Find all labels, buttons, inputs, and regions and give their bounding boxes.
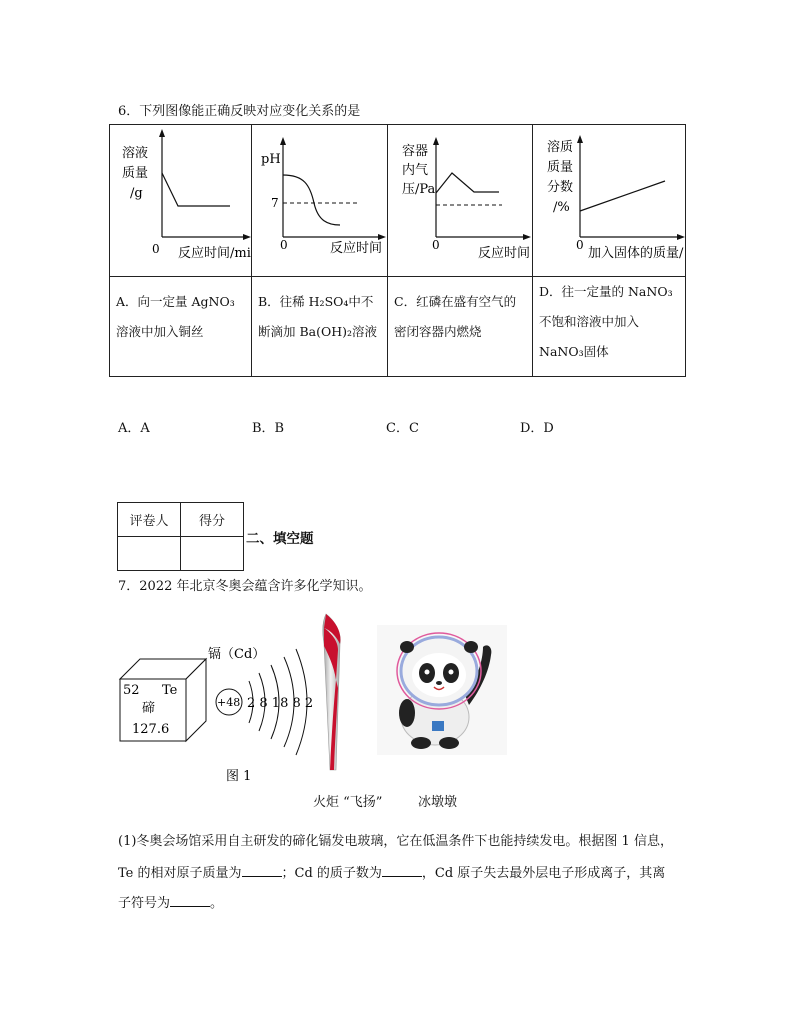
subquestion-1-text-a: Te 的相对原子质量为 (118, 866, 242, 881)
te-symbol: Te (162, 683, 178, 698)
grader-header: 评卷人 (118, 503, 181, 537)
graph-d-ylabel-2: 质量 (547, 160, 574, 175)
answer-option-a[interactable]: A．A (118, 421, 150, 436)
option-c-description (388, 277, 533, 377)
mascot-caption: 冰墩墩 (418, 795, 458, 810)
graph-d-xlabel: 加入固体的质量/ (588, 246, 684, 261)
subquestion-1-text-b: ；Cd 的质子数为 (281, 866, 382, 881)
graph-d-curve (580, 181, 665, 211)
question-7-stem: 7．2022 年北京冬奥会蕴含许多化学知识。 (118, 579, 372, 594)
figure-1-label: 图 1 (226, 769, 252, 784)
option-a-description (110, 277, 252, 377)
section-title: 二、填空题 (246, 531, 314, 547)
option-d-line-3: NaNO₃固体 (539, 344, 609, 359)
option-a-line-1: A．向一定量 AgNO₃ (116, 294, 235, 309)
subquestion-1-text-e: 。 (210, 896, 224, 911)
graph-c-x-arrow (523, 234, 531, 240)
graph-c-ylabel-1: 容器 (402, 144, 429, 159)
graph-b-tick-7: 7 (271, 196, 279, 210)
graph-d-origin: 0 (576, 238, 584, 252)
graph-c-ylabel-2: 内气 (402, 163, 429, 178)
mascot-logo (432, 721, 444, 731)
option-b-line-2: 断滴加 Ba(OH)₂溶液 (258, 324, 378, 339)
answer-option-d[interactable]: D．D (520, 421, 554, 436)
mascot-eye-right (449, 670, 454, 675)
mascot-image (377, 625, 507, 755)
graph-b-cell (252, 125, 388, 277)
graph-a-cell (110, 125, 252, 277)
te-atomic-mass: 127.6 (132, 722, 170, 737)
answer-option-c[interactable]: C．C (386, 421, 419, 436)
graph-a-ylabel-1: 溶液 (122, 146, 149, 161)
torch-emblem (330, 652, 335, 657)
graph-d-cell (533, 125, 686, 277)
graph-a-ylabel-2: 质量 (122, 166, 149, 181)
graph-d-ylabel-3: 分数 (547, 180, 574, 195)
option-d-description (533, 277, 686, 377)
mascot-ear-left (400, 641, 414, 653)
graph-b-xlabel: 反应时间 (330, 241, 383, 256)
subquestion-1-text-d: 子符号为 (118, 896, 171, 911)
mascot-arm-left (399, 699, 415, 727)
option-b-line-1: B．往稀 H₂SO₄中不 (258, 294, 374, 309)
graph-d (533, 125, 685, 276)
mascot-ear-right (464, 641, 478, 653)
subquestion-1-line-1: (1)冬奥会场馆采用自主研发的碲化镉发电玻璃，它在低温条件下也能持续发电。根据图 1 信息， (118, 834, 673, 849)
question-6-stem: 6．下列图像能正确反映对应变化关系的是 (118, 104, 361, 119)
te-name: 碲 (142, 701, 156, 716)
option-d-line-2: 不饱和溶液中加入 (539, 314, 640, 329)
answer-blank-cd-protons[interactable] (382, 864, 422, 877)
graph-b (252, 125, 387, 276)
grader-cell[interactable] (118, 537, 181, 571)
graph-a-origin: 0 (152, 242, 160, 256)
graph-b-x-arrow (378, 234, 386, 240)
subquestion-1-line-2 (118, 862, 665, 881)
graph-b-y-arrow (280, 137, 286, 145)
graph-c-origin: 0 (432, 238, 440, 252)
graph-c (388, 125, 532, 276)
question-6-table (109, 124, 686, 377)
mascot-eye-left (425, 670, 430, 675)
graph-b-curve (283, 175, 340, 225)
score-table (117, 502, 244, 571)
mascot-nose (436, 681, 442, 685)
cd-electron-config: 2 8 18 8 2 (247, 696, 314, 711)
mascot-foot-right (439, 737, 459, 749)
te-atomic-number: 52 (123, 683, 140, 698)
graph-a-x-arrow (243, 234, 251, 240)
answer-option-b[interactable]: B．B (252, 421, 285, 436)
graph-d-ylabel-4: /% (553, 200, 570, 215)
graph-c-y-arrow (433, 137, 439, 145)
graph-d-ylabel-1: 溶质 (547, 140, 574, 155)
cd-label: 镉（Cd） (208, 647, 266, 662)
subquestion-1-line-3 (118, 892, 223, 911)
graph-d-y-arrow (577, 135, 583, 143)
figure-1 (110, 630, 320, 790)
option-b-description (252, 277, 388, 377)
answer-blank-te-mass[interactable] (242, 864, 282, 877)
graph-d-x-arrow (677, 234, 685, 240)
graph-a-curve (162, 173, 230, 206)
option-c-line-2: 密闭容器内燃烧 (394, 324, 482, 339)
score-header: 得分 (181, 503, 244, 537)
cd-nucleus-charge: +48 (217, 696, 241, 709)
score-cell[interactable] (181, 537, 244, 571)
graph-c-cell (388, 125, 533, 277)
graph-c-xlabel: 反应时间 (478, 246, 531, 261)
graph-c-ylabel-3: 压/Pa (402, 182, 436, 197)
option-c-line-1: C．红磷在盛有空气的 (394, 294, 517, 309)
graph-b-origin: 0 (280, 238, 288, 252)
answer-blank-ion-symbol[interactable] (170, 894, 210, 907)
graph-a (110, 125, 251, 276)
graph-a-xlabel: 反应时间/mi (178, 246, 251, 261)
option-a-line-2: 溶液中加入铜丝 (116, 324, 204, 339)
mascot-foot-left (411, 737, 431, 749)
graph-a-y-arrow (159, 129, 165, 137)
graph-a-ylabel-3: /g (130, 186, 143, 201)
torch-image (312, 610, 352, 775)
torch-caption: 火炬 “飞扬” (313, 795, 383, 810)
subquestion-1-text-c: ，Cd 原子失去最外层电子形成离子，其离 (421, 866, 666, 881)
option-d-line-1: D．往一定量的 NaNO₃ (539, 284, 673, 299)
graph-c-curve (436, 173, 499, 193)
graph-b-ylabel: pH (261, 152, 281, 167)
